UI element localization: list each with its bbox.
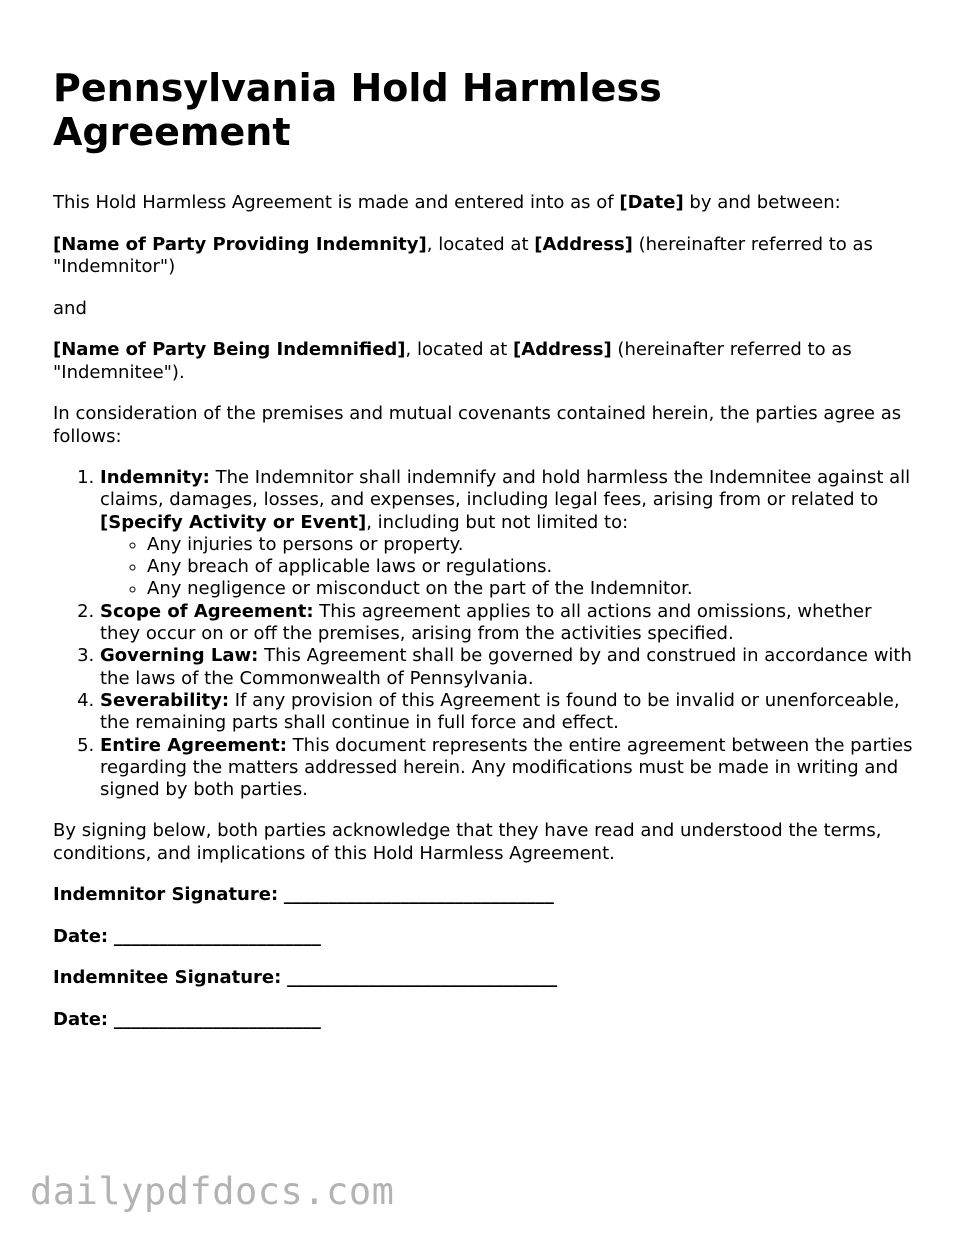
indemnitor-name-placeholder: [Name of Party Providing Indemnity] xyxy=(53,233,427,255)
date-placeholder: [Date] xyxy=(619,192,684,213)
indemnitor-signature-label: Indemnitor Signature: xyxy=(53,884,279,906)
indemnitee-date-line[interactable]: _______________________ xyxy=(113,1008,321,1030)
indemnitor-suffix: (hereinafter referred to as "Indemnitor") xyxy=(53,233,873,277)
and-text: and xyxy=(53,297,87,319)
term-text: This agreement applies to all actions and omissions, whether they occur on or off the premises, arising from the activities specified. xyxy=(100,600,872,645)
title-line-1: Pennsylvania Hold Harmless xyxy=(53,66,662,110)
intro-paragraph xyxy=(53,192,913,215)
document-page xyxy=(53,66,913,1031)
list-item: ◦ Any negligence or misconduct on the part of the Indemnitor. xyxy=(147,578,913,600)
term-indemnity xyxy=(100,467,913,601)
indemnitee-signature-line[interactable]: ______________________________ xyxy=(287,967,558,989)
indemnitee-signature-row xyxy=(53,967,913,990)
term-heading: Indemnity: xyxy=(100,467,210,488)
indemnitee-address-placeholder: [Address] xyxy=(513,339,612,360)
term-scope xyxy=(100,601,913,646)
closing-paragraph: By signing below, both parties acknowledge that they have read and understood the terms, conditions, and implications of this Hold Harmless Agreement. xyxy=(53,820,882,864)
term-text: The Indemnitor shall indemnify and hold harmless the Indemnitee against all claims, damages, losses, and expenses, including legal fees, arising from or related to xyxy=(100,467,911,511)
indemnity-sublist xyxy=(100,534,913,601)
indemnitor-signature-line[interactable]: ______________________________ xyxy=(283,884,554,906)
indemnitor-located: , located at xyxy=(426,233,535,255)
term-entire-agreement xyxy=(100,735,913,802)
term-text: , including but not limited to: xyxy=(366,511,629,533)
indemnitor-address-placeholder: [Address] xyxy=(534,233,633,255)
indemnitee-located: , located at xyxy=(405,339,514,360)
activity-placeholder: [Specify Activity or Event] xyxy=(100,511,367,533)
indemnitor-date-row xyxy=(53,926,913,949)
indemnitor-signature-row xyxy=(53,884,913,907)
term-heading: Governing Law: xyxy=(100,645,259,667)
date-label: Date: xyxy=(53,1008,109,1030)
term-heading: Entire Agreement: xyxy=(100,734,287,756)
list-item: ◦ Any breach of applicable laws or regulations. xyxy=(147,556,913,578)
page-title xyxy=(53,66,913,154)
list-item: ◦ Any injuries to persons or property. xyxy=(147,534,913,556)
date-label: Date: xyxy=(53,925,109,947)
indemnitee-signature-label: Indemnitee Signature: xyxy=(53,967,282,989)
term-governing-law xyxy=(100,645,913,690)
term-severability xyxy=(100,690,913,735)
term-heading: Severability: xyxy=(100,689,230,711)
indemnitee-date-row xyxy=(53,1009,913,1032)
indemnitee-suffix: (hereinafter referred to as "Indemnitee"). xyxy=(53,339,852,383)
watermark: dailypdfdocs.com xyxy=(30,1170,395,1213)
indemnitor-date-line[interactable]: _______________________ xyxy=(113,925,321,947)
consideration-paragraph: In consideration of the premises and mutual covenants contained herein, the parties agree as follows: xyxy=(53,403,902,447)
party-indemnitor xyxy=(53,234,913,279)
indemnitee-name-placeholder: [Name of Party Being Indemnified] xyxy=(53,339,406,360)
term-heading: Scope of Agreement: xyxy=(100,600,314,622)
terms-list xyxy=(53,467,913,801)
party-indemnitee xyxy=(53,339,913,384)
title-line-2: Agreement xyxy=(53,110,291,154)
intro-text-after: by and between: xyxy=(683,192,841,213)
term-text: This document represents the entire agreement between the parties regarding the matters addressed herein. Any modifications must be made in writing and signed by both parties. xyxy=(100,734,913,801)
term-text: This Agreement shall be governed by and construed in accordance with the laws of the Commonwealth of Pennsylvania. xyxy=(100,645,912,689)
intro-text-before: This Hold Harmless Agreement is made and entered into as of xyxy=(53,192,620,213)
term-text: If any provision of this Agreement is found to be invalid or unenforceable, the remaining parts shall continue in full force and effect. xyxy=(100,689,900,734)
